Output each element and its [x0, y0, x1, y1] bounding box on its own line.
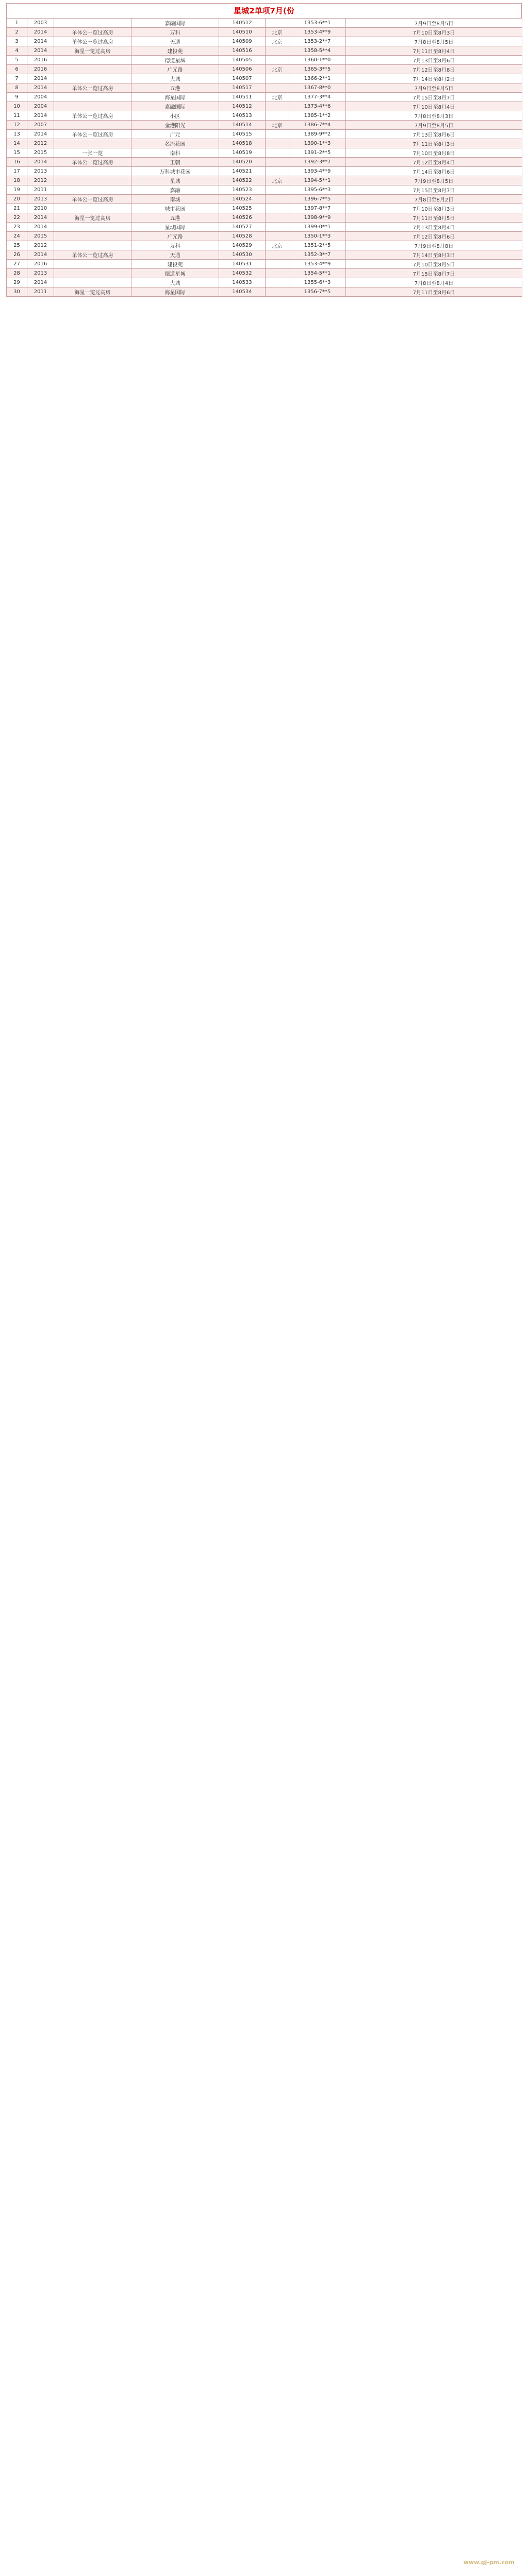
cell-name: 嘉融	[131, 185, 219, 195]
cell-cls: 海星一览过高房	[54, 287, 131, 297]
cell-name: 小区	[131, 111, 219, 121]
cell-cls	[54, 121, 131, 130]
cell-range: 7月11日至8月3日	[346, 139, 522, 148]
cell-st: 北京	[266, 65, 289, 74]
cell-range: 7月13日至8月6日	[346, 56, 522, 65]
cell-no: 29	[7, 278, 27, 287]
cell-no: 2	[7, 28, 27, 37]
cell-range: 7月8日至8月3日	[346, 111, 522, 121]
cell-year: 2013	[27, 195, 54, 204]
table-row	[7, 204, 522, 213]
cell-cls: 单体公一览过高房	[54, 111, 131, 121]
cell-range: 7月9日至8月5日	[346, 176, 522, 185]
table-row	[7, 111, 522, 121]
cell-code: 140530	[219, 250, 266, 260]
cell-name: 星城	[131, 176, 219, 185]
cell-st	[266, 158, 289, 167]
cell-code: 140527	[219, 223, 266, 232]
cell-cls	[54, 260, 131, 269]
cell-no: 8	[7, 83, 27, 93]
document-page	[6, 3, 522, 315]
cell-year: 2016	[27, 65, 54, 74]
cell-no: 23	[7, 223, 27, 232]
cell-no: 18	[7, 176, 27, 185]
table-row	[7, 223, 522, 232]
cell-range: 7月15日至8月7日	[346, 269, 522, 278]
cell-range: 7月12日至8月6日	[346, 232, 522, 241]
cell-code: 140509	[219, 37, 266, 46]
cell-st	[266, 74, 289, 83]
cell-phone: 1355-6**3	[289, 278, 346, 287]
cell-no: 15	[7, 148, 27, 158]
cell-code: 140505	[219, 56, 266, 65]
cell-name: 南城	[131, 195, 219, 204]
cell-name: 广元路	[131, 232, 219, 241]
cell-cls	[54, 65, 131, 74]
cell-phone: 1358-5**4	[289, 46, 346, 56]
cell-year: 2014	[27, 46, 54, 56]
cell-year: 2015	[27, 148, 54, 158]
cell-code: 140523	[219, 185, 266, 195]
cell-year: 2014	[27, 111, 54, 121]
watermark-logo: www.gj-pm.com	[463, 2559, 515, 2566]
cell-year: 2016	[27, 260, 54, 269]
cell-name: 广元路	[131, 65, 219, 74]
cell-st	[266, 232, 289, 241]
cell-year: 2016	[27, 56, 54, 65]
cell-name: 万科城市花园	[131, 167, 219, 176]
cell-st: 北京	[266, 176, 289, 185]
table-row	[7, 46, 522, 56]
cell-name: 广元	[131, 130, 219, 139]
table-row	[7, 130, 522, 139]
cell-no: 13	[7, 130, 27, 139]
cell-year: 2015	[27, 232, 54, 241]
cell-range: 7月12日至8月8日	[346, 65, 522, 74]
cell-no: 9	[7, 93, 27, 102]
cell-name: 万科	[131, 241, 219, 250]
cell-cls	[54, 223, 131, 232]
cell-name: 建投苑	[131, 46, 219, 56]
cell-range: 7月10日至8月3日	[346, 28, 522, 37]
cell-no: 1	[7, 19, 27, 28]
table-row	[7, 158, 522, 167]
cell-year: 2010	[27, 204, 54, 213]
cell-year: 2014	[27, 28, 54, 37]
table-row	[7, 167, 522, 176]
cell-cls: 单体公一览过高房	[54, 37, 131, 46]
cell-phone: 1367-8**0	[289, 83, 346, 93]
cell-cls	[54, 167, 131, 176]
cell-range: 7月10日至8月3日	[346, 204, 522, 213]
cell-range: 7月15日至8月7日	[346, 93, 522, 102]
table-row	[7, 37, 522, 46]
cell-code: 140526	[219, 213, 266, 223]
cell-code: 140510	[219, 28, 266, 37]
cell-st	[266, 83, 289, 93]
page-title: 星城2单项7月(份	[6, 3, 522, 18]
cell-range: 7月10日至8月8日	[346, 148, 522, 158]
cell-no: 24	[7, 232, 27, 241]
cell-code: 140506	[219, 65, 266, 74]
cell-code: 140517	[219, 83, 266, 93]
cell-cls: 单体公一览过高房	[54, 83, 131, 93]
cell-code: 140534	[219, 287, 266, 297]
cell-year: 2014	[27, 278, 54, 287]
cell-name: 王朝	[131, 158, 219, 167]
cell-name: 五港	[131, 213, 219, 223]
cell-no: 19	[7, 185, 27, 195]
cell-range: 7月13日至8月4日	[346, 223, 522, 232]
cell-code: 140511	[219, 93, 266, 102]
cell-st	[266, 195, 289, 204]
cell-cls	[54, 102, 131, 111]
cell-phone: 1353-4**9	[289, 28, 346, 37]
table-row	[7, 250, 522, 260]
table-row	[7, 241, 522, 250]
cell-name: 万科	[131, 28, 219, 37]
cell-no: 28	[7, 269, 27, 278]
cell-st	[266, 46, 289, 56]
cell-st	[266, 213, 289, 223]
cell-phone: 1377-3**4	[289, 93, 346, 102]
table-row	[7, 28, 522, 37]
cell-code: 140521	[219, 167, 266, 176]
cell-phone: 1356-7**5	[289, 287, 346, 297]
cell-phone: 1395-6**3	[289, 185, 346, 195]
cell-name: 海星国际	[131, 287, 219, 297]
cell-name: 南科	[131, 148, 219, 158]
cell-no: 6	[7, 65, 27, 74]
cell-st: 北京	[266, 28, 289, 37]
cell-year: 2012	[27, 241, 54, 250]
cell-cls: 一张一览	[54, 148, 131, 158]
cell-name: 天通	[131, 250, 219, 260]
cell-code: 140514	[219, 121, 266, 130]
cell-st	[266, 139, 289, 148]
cell-range: 7月8日至8月2日	[346, 195, 522, 204]
cell-range: 7月14日至8月6日	[346, 167, 522, 176]
cell-name: 嘉融国际	[131, 19, 219, 28]
cell-code: 140528	[219, 232, 266, 241]
cell-year: 2007	[27, 121, 54, 130]
cell-code: 140507	[219, 74, 266, 83]
table-row	[7, 102, 522, 111]
table-row	[7, 195, 522, 204]
cell-range: 7月13日至8月6日	[346, 130, 522, 139]
cell-st	[266, 19, 289, 28]
cell-year: 2011	[27, 185, 54, 195]
cell-st	[266, 223, 289, 232]
cell-cls	[54, 74, 131, 83]
cell-no: 17	[7, 167, 27, 176]
cell-st	[266, 56, 289, 65]
cell-cls: 海星一览过高房	[54, 213, 131, 223]
cell-st	[266, 278, 289, 287]
cell-phone: 1373-4**6	[289, 102, 346, 111]
cell-no: 30	[7, 287, 27, 297]
cell-no: 4	[7, 46, 27, 56]
cell-year: 2013	[27, 269, 54, 278]
cell-no: 27	[7, 260, 27, 269]
cell-year: 2012	[27, 139, 54, 148]
cell-year: 2014	[27, 223, 54, 232]
cell-code: 140518	[219, 139, 266, 148]
cell-phone: 1353-6**1	[289, 19, 346, 28]
cell-year: 2012	[27, 176, 54, 185]
cell-phone: 1354-5**1	[289, 269, 346, 278]
cell-year: 2013	[27, 167, 54, 176]
cell-name: 五港	[131, 83, 219, 93]
table-row	[7, 213, 522, 223]
cell-cls: 单体公一览过高房	[54, 158, 131, 167]
cell-year: 2014	[27, 37, 54, 46]
cell-code: 140524	[219, 195, 266, 204]
cell-phone: 1353-2**7	[289, 37, 346, 46]
cell-year: 2003	[27, 19, 54, 28]
cell-cls	[54, 176, 131, 185]
cell-range: 7月14日至8月3日	[346, 250, 522, 260]
cell-st: 北京	[266, 37, 289, 46]
table-row	[7, 74, 522, 83]
cell-cls	[54, 139, 131, 148]
cell-st	[266, 130, 289, 139]
cell-year: 2014	[27, 213, 54, 223]
cell-code: 140513	[219, 111, 266, 121]
cell-phone: 1399-0**1	[289, 223, 346, 232]
cell-cls	[54, 56, 131, 65]
cell-phone: 1389-9**2	[289, 130, 346, 139]
cell-cls: 单体公一览过高房	[54, 130, 131, 139]
cell-phone: 1386-7**4	[289, 121, 346, 130]
cell-range: 7月9日至8月8日	[346, 241, 522, 250]
table-row	[7, 148, 522, 158]
cell-st	[266, 102, 289, 111]
cell-code: 140520	[219, 158, 266, 167]
cell-no: 20	[7, 195, 27, 204]
cell-phone: 1393-4**9	[289, 167, 346, 176]
table-row	[7, 269, 522, 278]
cell-phone: 1351-2**5	[289, 241, 346, 250]
cell-range: 7月8日至8月5日	[346, 37, 522, 46]
cell-cls: 单体公一览过高房	[54, 250, 131, 260]
cell-name: 城市花园	[131, 204, 219, 213]
cell-code: 140529	[219, 241, 266, 250]
cell-st	[266, 287, 289, 297]
cell-name: 德道星城	[131, 56, 219, 65]
table-row	[7, 278, 522, 287]
cell-no: 21	[7, 204, 27, 213]
cell-year: 2014	[27, 130, 54, 139]
cell-name: 建投苑	[131, 260, 219, 269]
cell-range: 7月9日至8月5日	[346, 19, 522, 28]
cell-code: 140515	[219, 130, 266, 139]
cell-no: 26	[7, 250, 27, 260]
cell-st	[266, 185, 289, 195]
cell-range: 7月11日至8月4日	[346, 46, 522, 56]
cell-range: 7月14日至8月2日	[346, 74, 522, 83]
cell-phone: 1396-7**5	[289, 195, 346, 204]
cell-phone: 1392-3**7	[289, 158, 346, 167]
cell-range: 7月10日至8月4日	[346, 102, 522, 111]
cell-name: 大城	[131, 74, 219, 83]
cell-code: 140522	[219, 176, 266, 185]
cell-no: 25	[7, 241, 27, 250]
cell-st	[266, 148, 289, 158]
cell-range: 7月11日至8月6日	[346, 287, 522, 297]
cell-no: 14	[7, 139, 27, 148]
cell-phone: 1352-3**7	[289, 250, 346, 260]
table-row	[7, 65, 522, 74]
cell-cls	[54, 185, 131, 195]
cell-code: 140512	[219, 102, 266, 111]
table-row	[7, 19, 522, 28]
cell-year: 2004	[27, 93, 54, 102]
cell-no: 11	[7, 111, 27, 121]
cell-no: 16	[7, 158, 27, 167]
cell-name: 大城	[131, 278, 219, 287]
cell-code: 140512	[219, 19, 266, 28]
table-row	[7, 176, 522, 185]
cell-code: 140516	[219, 46, 266, 56]
cell-phone: 1350-1**3	[289, 232, 346, 241]
cell-st	[266, 269, 289, 278]
table-row	[7, 185, 522, 195]
cell-cls	[54, 241, 131, 250]
table-row	[7, 287, 522, 297]
cell-code: 140533	[219, 278, 266, 287]
cell-year: 2014	[27, 158, 54, 167]
cell-phone: 1353-4**9	[289, 260, 346, 269]
cell-st	[266, 250, 289, 260]
cell-no: 22	[7, 213, 27, 223]
cell-name: 嘉融国际	[131, 102, 219, 111]
cell-st: 北京	[266, 241, 289, 250]
cell-name: 名流花园	[131, 139, 219, 148]
cell-range: 7月10日至8月5日	[346, 260, 522, 269]
cell-st: 北京	[266, 121, 289, 130]
table-row	[7, 232, 522, 241]
cell-st	[266, 111, 289, 121]
cell-phone: 1391-2**5	[289, 148, 346, 158]
cell-cls	[54, 278, 131, 287]
cell-year: 2014	[27, 250, 54, 260]
cell-cls	[54, 19, 131, 28]
cell-code: 140532	[219, 269, 266, 278]
cell-st	[266, 204, 289, 213]
cell-phone: 1385-1**2	[289, 111, 346, 121]
cell-no: 12	[7, 121, 27, 130]
table-row	[7, 93, 522, 102]
cell-year: 2011	[27, 287, 54, 297]
cell-st: 北京	[266, 93, 289, 102]
cell-cls	[54, 232, 131, 241]
cell-cls	[54, 204, 131, 213]
table-row	[7, 260, 522, 269]
table-row	[7, 83, 522, 93]
cell-no: 7	[7, 74, 27, 83]
cell-name: 海星国际	[131, 93, 219, 102]
cell-range: 7月15日至8月7日	[346, 185, 522, 195]
cell-no: 10	[7, 102, 27, 111]
cell-range: 7月11日至8月5日	[346, 213, 522, 223]
table-row	[7, 121, 522, 130]
cell-code: 140525	[219, 204, 266, 213]
cell-phone: 1360-1**0	[289, 56, 346, 65]
cell-name: 星城国际	[131, 223, 219, 232]
cell-name: 金港阳光	[131, 121, 219, 130]
cell-no: 5	[7, 56, 27, 65]
cell-cls: 单体公一览过高房	[54, 195, 131, 204]
cell-no: 3	[7, 37, 27, 46]
cell-name: 天通	[131, 37, 219, 46]
cell-phone: 1394-5**1	[289, 176, 346, 185]
cell-cls	[54, 269, 131, 278]
cell-year: 2004	[27, 102, 54, 111]
cell-cls: 海星一览过高房	[54, 46, 131, 56]
cell-cls	[54, 93, 131, 102]
cell-range: 7月12日至8月4日	[346, 158, 522, 167]
cell-phone: 1365-3**5	[289, 65, 346, 74]
listing-table	[6, 18, 522, 297]
table-row	[7, 139, 522, 148]
cell-phone: 1397-8**7	[289, 204, 346, 213]
cell-phone: 1390-1**3	[289, 139, 346, 148]
cell-cls: 单体公一览过高房	[54, 28, 131, 37]
cell-phone: 1366-2**1	[289, 74, 346, 83]
cell-range: 7月8日至8月4日	[346, 278, 522, 287]
cell-st	[266, 260, 289, 269]
cell-code: 140531	[219, 260, 266, 269]
cell-year: 2014	[27, 74, 54, 83]
cell-range: 7月9日至8月5日	[346, 121, 522, 130]
cell-phone: 1398-9**9	[289, 213, 346, 223]
cell-code: 140519	[219, 148, 266, 158]
table-row	[7, 56, 522, 65]
cell-range: 7月9日至8月5日	[346, 83, 522, 93]
cell-st	[266, 167, 289, 176]
cell-name: 德道星城	[131, 269, 219, 278]
cell-year: 2014	[27, 83, 54, 93]
